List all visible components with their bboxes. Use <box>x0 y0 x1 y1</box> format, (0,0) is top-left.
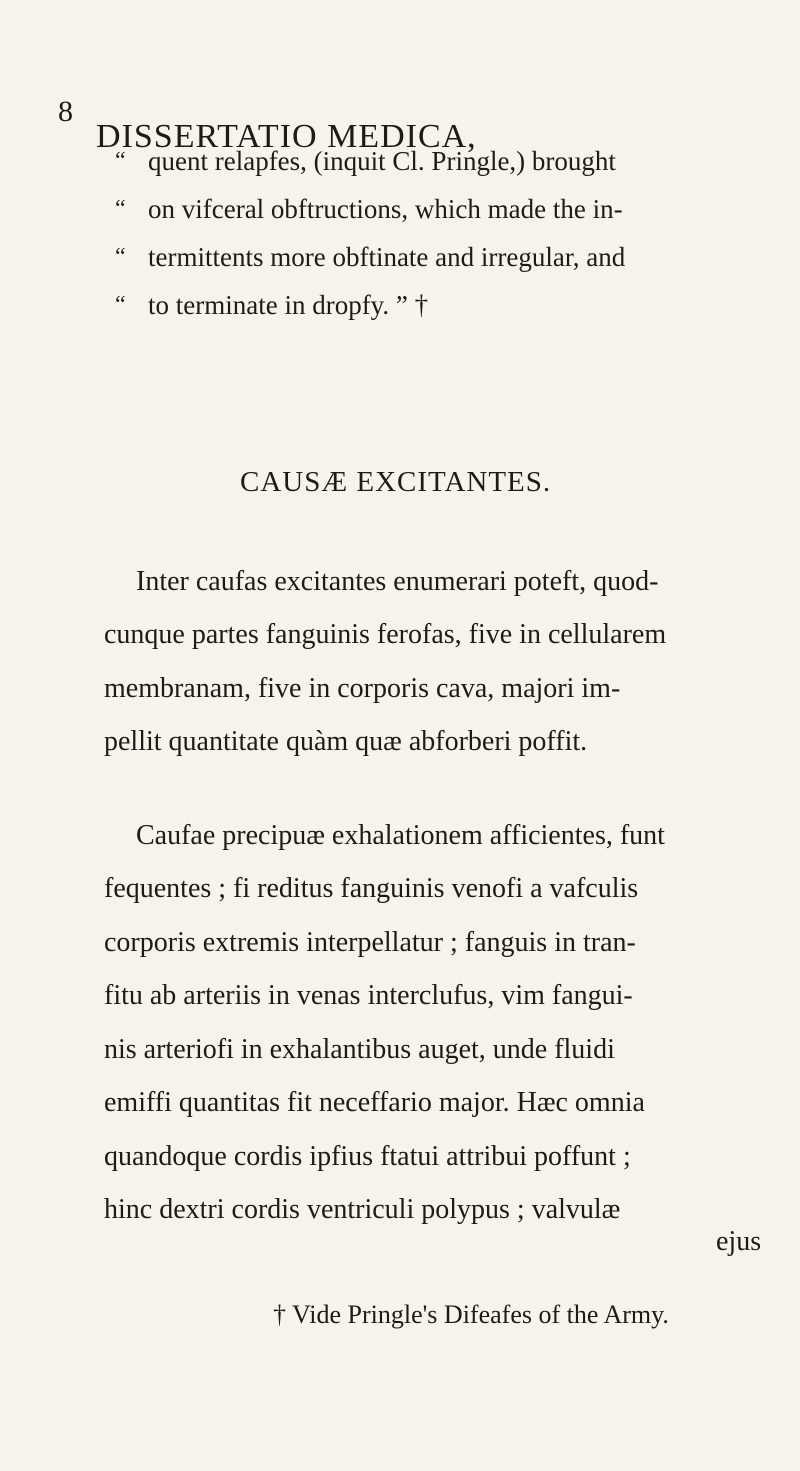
quote-line-text: to terminate in dropfy. ” † <box>148 290 429 320</box>
quote-line <box>115 146 616 177</box>
quote-line-text: on vifceral obftructions, which made the in- <box>148 194 623 224</box>
paragraph-line: quandoque cordis ipfius ftatui attribui poffunt ; <box>104 1141 631 1172</box>
quote-mark: “ <box>115 196 126 222</box>
section-heading: CAUSÆ EXCITANTES. <box>240 466 552 498</box>
running-title: DISSERTATIO MEDICA, <box>96 118 477 155</box>
paragraph-line: hinc dextri cordis ventriculi polypus ; valvulæ <box>104 1194 621 1225</box>
paragraph-line: emiffi quantitas fit neceffario major. Hæc omnia <box>104 1087 645 1118</box>
paragraph-line: Inter caufas excitantes enumerari poteft, quod- <box>136 566 659 597</box>
paragraph-line: cunque partes fanguinis ferofas, five in cellularem <box>104 619 667 650</box>
paragraph-line: nis arteriofi in exhalantibus auget, unde fluidi <box>104 1034 615 1065</box>
paragraph-line: fitu ab arteriis in venas interclufus, vim fangui- <box>104 980 633 1011</box>
footnote: † Vide Pringle's Difeafes of the Army. <box>273 1300 669 1329</box>
quote-mark: “ <box>115 292 126 318</box>
quote-line-text: termittents more obftinate and irregular, and <box>148 242 626 272</box>
paragraph-line: corporis extremis interpellatur ; fanguis in tran- <box>104 927 636 958</box>
paragraph-line: Caufae precipuæ exhalationem afficientes, funt <box>136 820 665 851</box>
quote-line <box>115 242 626 273</box>
quote-mark: “ <box>115 244 126 270</box>
quote-mark: “ <box>115 148 126 174</box>
quote-line <box>115 290 429 321</box>
quote-line-text: quent relapfes, (inquit Cl. Pringle,) brought <box>148 146 616 176</box>
catchword: ejus <box>716 1226 762 1257</box>
paragraph-line: fequentes ; fi reditus fanguinis venofi a vafculis <box>104 873 639 904</box>
page-number: 8 <box>58 95 73 128</box>
paragraph-line: membranam, five in corporis cava, majori im- <box>104 673 621 704</box>
paragraph-line: pellit quantitate quàm quæ abforberi poffit. <box>104 726 588 757</box>
quote-line <box>115 194 623 225</box>
